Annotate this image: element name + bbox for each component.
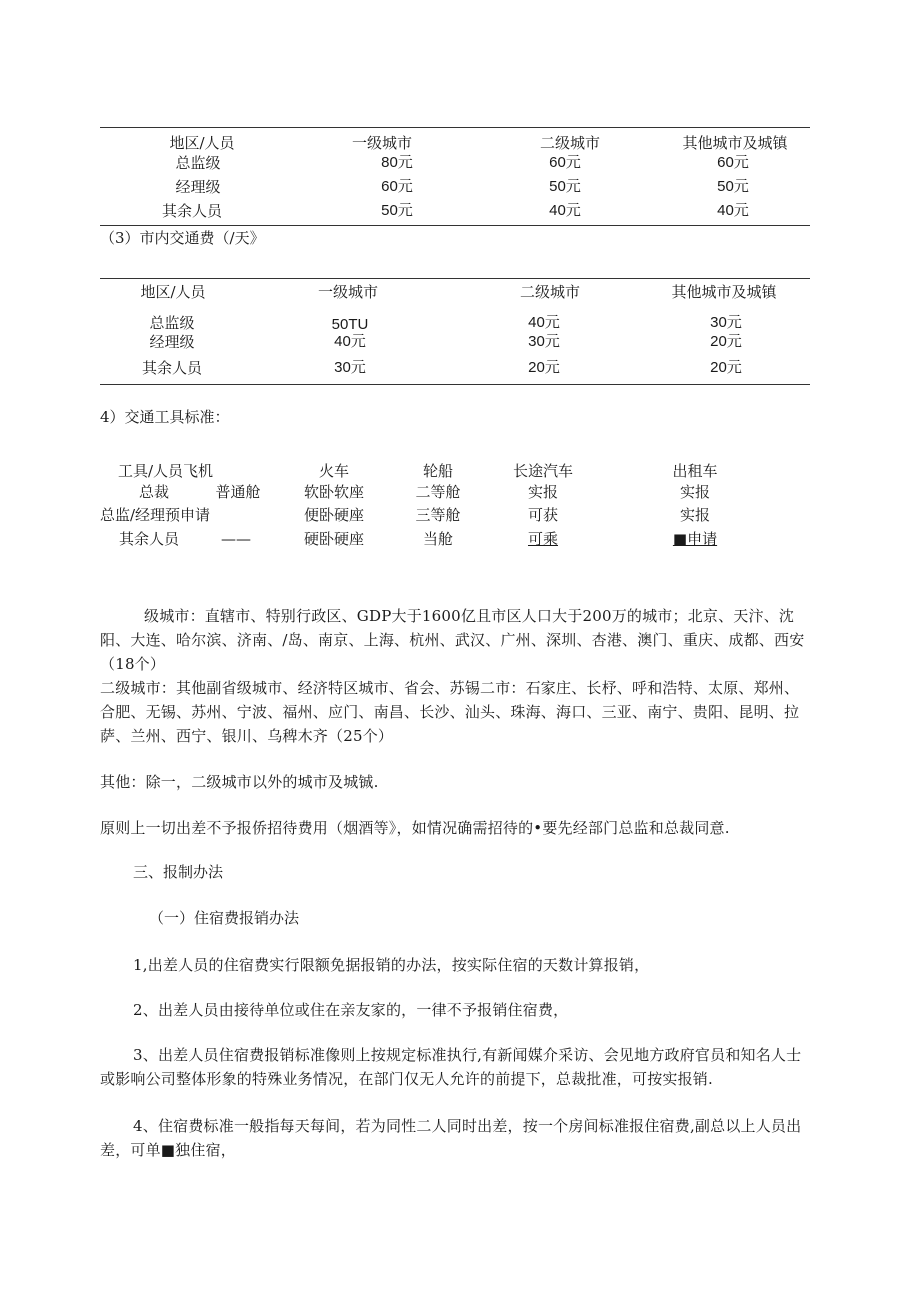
table-cell: 20元 — [528, 359, 560, 376]
table-cell: 当舱 — [422, 530, 454, 548]
table-cell: 实报 — [527, 483, 559, 501]
table-cell: 其余人员 — [118, 530, 180, 548]
rule-item: 3、出差人员住宿费报销标准像则上按规定标准执行,有新闻媒介采访、会见地方政府官员和知名人士或影响公司整体形象的特殊业务情况，在部门仅无人允许的前提下，总裁批准，可按实报销. — [100, 1046, 802, 1088]
table-cell: —— — [221, 530, 251, 548]
rule-item: 2、出差人员由接待单位或住在亲友家的，一律不予报销住宿费， — [133, 1001, 569, 1019]
table-rule — [100, 384, 810, 385]
table-cell: 总监级 — [175, 154, 221, 172]
table-cell: 50TU — [331, 316, 369, 333]
paragraph-tier1-cities: 级城市：直辖市、特别行政区、GDP大于1600亿且市区人口大于200万的城市；北京、天汴、沈阳、大连、哈尔滨、济南、/岛、南京、上海、杭州、武汉、广州、深圳、杏港、澳门、重庆、成都、西安（18个） — [100, 607, 805, 673]
table-header-cell: 其他城市及城镇 — [671, 283, 777, 301]
paragraph-principle: 原则上一切出差不予报侨招待费用（烟酒等》，如情况确需招待的•要先经部门总监和总裁同意. — [100, 819, 730, 837]
table-header-cell: 二级城市 — [539, 134, 601, 152]
table-cell: 20元 — [710, 333, 742, 350]
table-header-cell: 地区/人员 — [140, 283, 206, 301]
table-rule — [100, 127, 810, 128]
paragraph-tier2-cities: 二级城市：其他副省级城市、经济特区城市、省会、苏锡二市：石家庄、长杼、呼和浩特、太原、郑州、合肥、无锡、苏州、宁波、福州、应门、南昌、长沙、汕头、珠海、海口、三亚、南宁、贵阳、昆明、拉萨、兰州、西宁、银川、乌稗木齐（25个） — [100, 679, 800, 745]
table-header-cell: 二级城市 — [519, 283, 581, 301]
table-cell: 硬卧硬座 — [303, 530, 365, 548]
table-cell: 三等舱 — [415, 506, 461, 524]
section-subtitle: （3）市内交通费（/天》 — [100, 229, 265, 247]
table-cell: 可获 — [527, 506, 559, 524]
table-cell: 30元 — [334, 359, 366, 376]
table-cell: 便卧硬座 — [303, 506, 365, 524]
table-header-cell: 轮船 — [422, 462, 454, 480]
table-cell: 20元 — [710, 359, 742, 376]
table-cell: 经理级 — [149, 333, 195, 351]
table-cell: 40元 — [549, 202, 581, 219]
section-title: 三、报制办法 — [133, 863, 224, 881]
table-cell: 普通舱 — [215, 483, 261, 501]
table-cell: 80元 — [381, 154, 413, 171]
table-cell: 30元 — [710, 314, 742, 331]
table-cell: 其余人员 — [141, 359, 203, 377]
table-cell: 经理级 — [175, 178, 221, 196]
table-cell: 实报 — [679, 506, 711, 524]
paragraph-other-cities: 其他：除一，二级城市以外的城市及城铖. — [100, 773, 379, 791]
table-header-cell: 火车 — [318, 462, 350, 480]
table-rule — [100, 278, 810, 279]
table-cell: 其余人员 — [161, 202, 223, 220]
table-cell: 二等舱 — [415, 483, 461, 501]
rule-item: 1,出差人员的住宿费实行限额免据报销的办法，按实际住宿的天数计算报销， — [133, 956, 650, 974]
table-header-cell: 长途汽车 — [512, 462, 574, 480]
table-header-cell: 一级城市 — [351, 134, 413, 152]
table-header-cell: 出租车 — [672, 462, 718, 480]
table-rule — [100, 225, 810, 226]
subsection-title: （一）住宿费报销办法 — [149, 909, 300, 927]
table-header-cell: 其他城市及城镇 — [682, 134, 788, 152]
table-header-cell: 地区/人员 — [169, 134, 235, 152]
table-cell: 60元 — [549, 154, 581, 171]
rule-item: 4、住宿费标准一般指每天每间，若为同性二人同时出差，按一个房间标准报住宿费,副总以上人员出差，可单■独住宿， — [100, 1117, 802, 1159]
table-cell: 50元 — [381, 202, 413, 219]
table-cell: 50元 — [717, 178, 749, 195]
table-cell: 可乘 — [527, 530, 559, 548]
table-cell: 总监/经理预申请 — [100, 506, 211, 524]
table-cell: ■申请 — [672, 530, 718, 548]
table-cell: 40元 — [528, 314, 560, 331]
table-cell: 40元 — [717, 202, 749, 219]
table-cell: 总裁 — [138, 483, 170, 501]
section-subtitle: 4）交通工具标准： — [100, 408, 230, 426]
table-cell: 总监级 — [149, 314, 195, 332]
table-cell: 40元 — [334, 333, 366, 350]
table-header-cell: 工具/人员飞机 — [118, 462, 214, 480]
table-cell: 50元 — [549, 178, 581, 195]
table-cell: 60元 — [381, 178, 413, 195]
table-header-cell: 一级城市 — [317, 283, 379, 301]
table-cell: 软卧软座 — [303, 483, 365, 501]
table-cell: 60元 — [717, 154, 749, 171]
table-cell: 实报 — [679, 483, 711, 501]
table-cell: 30元 — [528, 333, 560, 350]
